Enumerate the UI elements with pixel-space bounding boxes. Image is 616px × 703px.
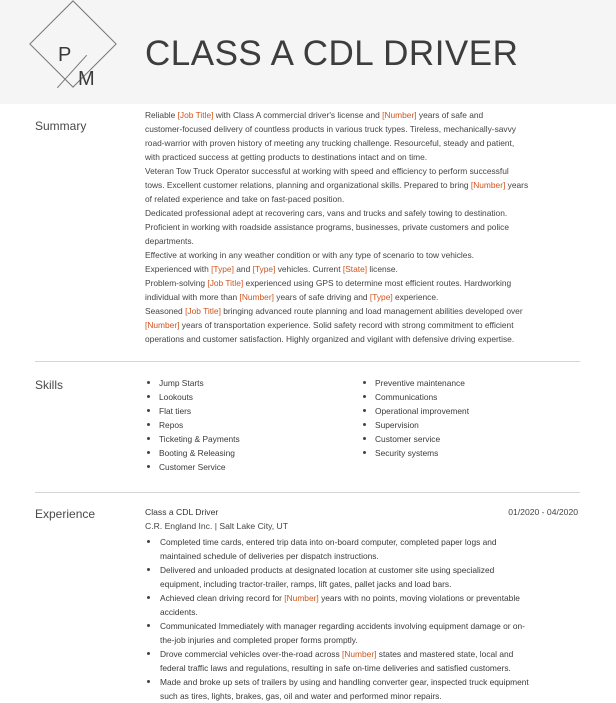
summary-line [145, 206, 585, 220]
placeholder-token: [Number] [342, 649, 377, 659]
bullet-line [160, 619, 585, 633]
summary-line [145, 192, 585, 206]
experience-heading: Experience [35, 507, 96, 521]
summary-line [145, 332, 585, 346]
text-run: the-job injuries and completed proper forms promptly. [160, 635, 358, 645]
bullet-line [160, 661, 585, 675]
section-divider [35, 492, 580, 493]
text-run: Reliable [145, 110, 178, 120]
skill-item: Supervision [361, 418, 469, 432]
summary-line [145, 318, 585, 332]
placeholder-token: [Number] [382, 110, 417, 120]
text-run: Effective at working in any weather condition or with any type of scenario to tow vehicles. [145, 250, 474, 260]
text-run: Experienced with [145, 264, 212, 274]
skill-item: Repos [145, 418, 240, 432]
placeholder-token: [Job Title] [177, 110, 214, 120]
text-run: Delivered and unloaded products at designated location at customer site using specialized [160, 565, 495, 575]
bullet-line [160, 675, 585, 689]
job-dates: 01/2020 - 04/2020 [508, 507, 578, 517]
placeholder-token: [Number] [470, 180, 506, 190]
placeholder-token: [Type] [252, 264, 276, 274]
text-run: Completed time cards, entered trip data into on-board computer, completed paper logs and [160, 537, 497, 547]
text-run: years with no points, moving violations or preventable [318, 593, 520, 603]
text-run: states and mastered state, local and [376, 649, 514, 659]
text-run: of related experience and take on fast-paced position. [145, 194, 345, 204]
text-run: Veteran Tow Truck Operator successful at working with speed and efficiency to perform successful [145, 166, 509, 176]
bullet-line [160, 535, 585, 549]
summary-line [145, 150, 585, 164]
summary-line [145, 276, 585, 290]
skills-list-left [145, 376, 240, 474]
section-divider [35, 361, 580, 362]
experience-bullet [145, 675, 585, 703]
text-run: equipment, including tractor-trailer, ramps, lift gates, pallet jacks and load bars. [160, 579, 452, 589]
skill-item: Customer service [361, 432, 469, 446]
text-run: Communicated Immediately with manager regarding accidents involving equipment damage or on- [160, 621, 525, 631]
summary-line [145, 290, 585, 304]
text-run: accidents. [160, 607, 198, 617]
experience-bullet [145, 535, 585, 563]
text-run: individual with more than [145, 292, 240, 302]
summary-line [145, 262, 585, 276]
bullet-line [160, 647, 585, 661]
placeholder-token: [Number] [239, 292, 274, 302]
summary-line [145, 108, 585, 122]
placeholder-token: [Type] [211, 264, 234, 274]
text-run: road-warrior with proven history of meeting any trucking challenge. Resourceful, steady and patient, [145, 138, 515, 148]
text-run: vehicles. Current [275, 264, 343, 274]
text-run: federal traffic laws and regulations, resulting in safe on-time deliveries and satisfied customers. [160, 663, 511, 673]
monogram-initial-p: P [58, 44, 72, 66]
skill-item: Jump Starts [145, 376, 240, 390]
text-run: Made and broke up sets of trailers by using and handling converter gear, inspected truck equipment [160, 677, 529, 687]
placeholder-token: [Job Title] [185, 306, 221, 316]
job-title: Class a CDL Driver [145, 507, 219, 517]
text-run: years [505, 180, 529, 190]
skills-list-right [361, 376, 469, 460]
summary-line [145, 178, 585, 192]
summary-line [145, 122, 585, 136]
text-run: years of safe driving and [273, 292, 370, 302]
summary-text [145, 108, 585, 346]
skill-item: Communications [361, 390, 469, 404]
placeholder-token: [Type] [369, 292, 393, 302]
bullet-line [160, 633, 585, 647]
text-run: years of safe and [416, 110, 484, 120]
text-run: maintained schedule of deliveries per dispatch instructions. [160, 551, 379, 561]
experience-bullet [145, 563, 585, 591]
company-location: C.R. England Inc. | Salt Lake City, UT [145, 521, 288, 531]
text-run: customer-focused delivery of countless products in various truck types. Tireless, mechanically-savvy [145, 124, 516, 134]
text-run: bringing advanced route planning and load management abilities developed over [220, 306, 523, 316]
placeholder-token: [State] [342, 264, 368, 274]
summary-heading: Summary [35, 119, 87, 133]
experience-bullet [145, 619, 585, 647]
placeholder-token: [Job Title] [207, 278, 244, 288]
bullet-line [160, 563, 585, 577]
monogram-initial-m: M [78, 68, 95, 90]
bullet-line [160, 549, 585, 563]
summary-line [145, 234, 585, 248]
text-run: Dedicated professional adept at recovering cars, vans and trucks and safely towing to destination. [145, 208, 508, 218]
skill-item: Booting & Releasing [145, 446, 240, 460]
experience-bullet [145, 647, 585, 675]
skill-item: Customer Service [145, 460, 240, 474]
placeholder-token: [Number] [284, 593, 319, 603]
text-run: departments. [145, 236, 194, 246]
bullet-line [160, 577, 585, 591]
skill-item: Security systems [361, 446, 469, 460]
bullet-line [160, 605, 585, 619]
skill-item: Ticketing & Payments [145, 432, 240, 446]
text-run: tows. Excellent customer relations, planning and organizational skills. Prepared to bring [145, 180, 471, 190]
text-run: license. [367, 264, 398, 274]
skill-item: Preventive maintenance [361, 376, 469, 390]
text-run: Drove commercial vehicles over-the-road across [160, 649, 342, 659]
summary-line [145, 248, 585, 262]
text-run: Seasoned [145, 306, 186, 316]
summary-line [145, 164, 585, 178]
bullet-line [160, 689, 585, 703]
text-run: Problem-solving [145, 278, 208, 288]
summary-line [145, 220, 585, 234]
summary-line [145, 136, 585, 150]
skill-item: Flat tiers [145, 404, 240, 418]
text-run: with Class A commercial driver's license and [213, 110, 383, 120]
text-run: experience. [392, 292, 439, 302]
summary-line [145, 304, 585, 318]
experience-bullet [145, 591, 585, 619]
text-run: Achieved clean driving record for [160, 593, 285, 603]
skills-heading: Skills [35, 378, 64, 392]
resume-title: CLASS A CDL DRIVER [145, 34, 519, 73]
skill-item: Operational improvement [361, 404, 469, 418]
text-run: years of transportation experience. Solid safety record with strong commitment to efficient [179, 320, 514, 330]
skill-item: Lookouts [145, 390, 240, 404]
text-run: Proficient in working with roadside assistance programs, businesses, private customers and police [145, 222, 510, 232]
experience-bullets [145, 535, 585, 703]
text-run: experienced using GPS to determine most efficient routes. Hardworking [243, 278, 512, 288]
text-run: and [233, 264, 253, 274]
text-run: such as tires, lights, brakes, gas, oil and water and performed minor repairs. [160, 691, 442, 701]
placeholder-token: [Number] [145, 320, 180, 330]
text-run: with practiced success at getting products to destinations intact and on time. [145, 152, 428, 162]
text-run: operations and customer satisfaction. Highly organized and vigilant with defensive driving expertise. [145, 334, 515, 344]
bullet-line [160, 591, 585, 605]
